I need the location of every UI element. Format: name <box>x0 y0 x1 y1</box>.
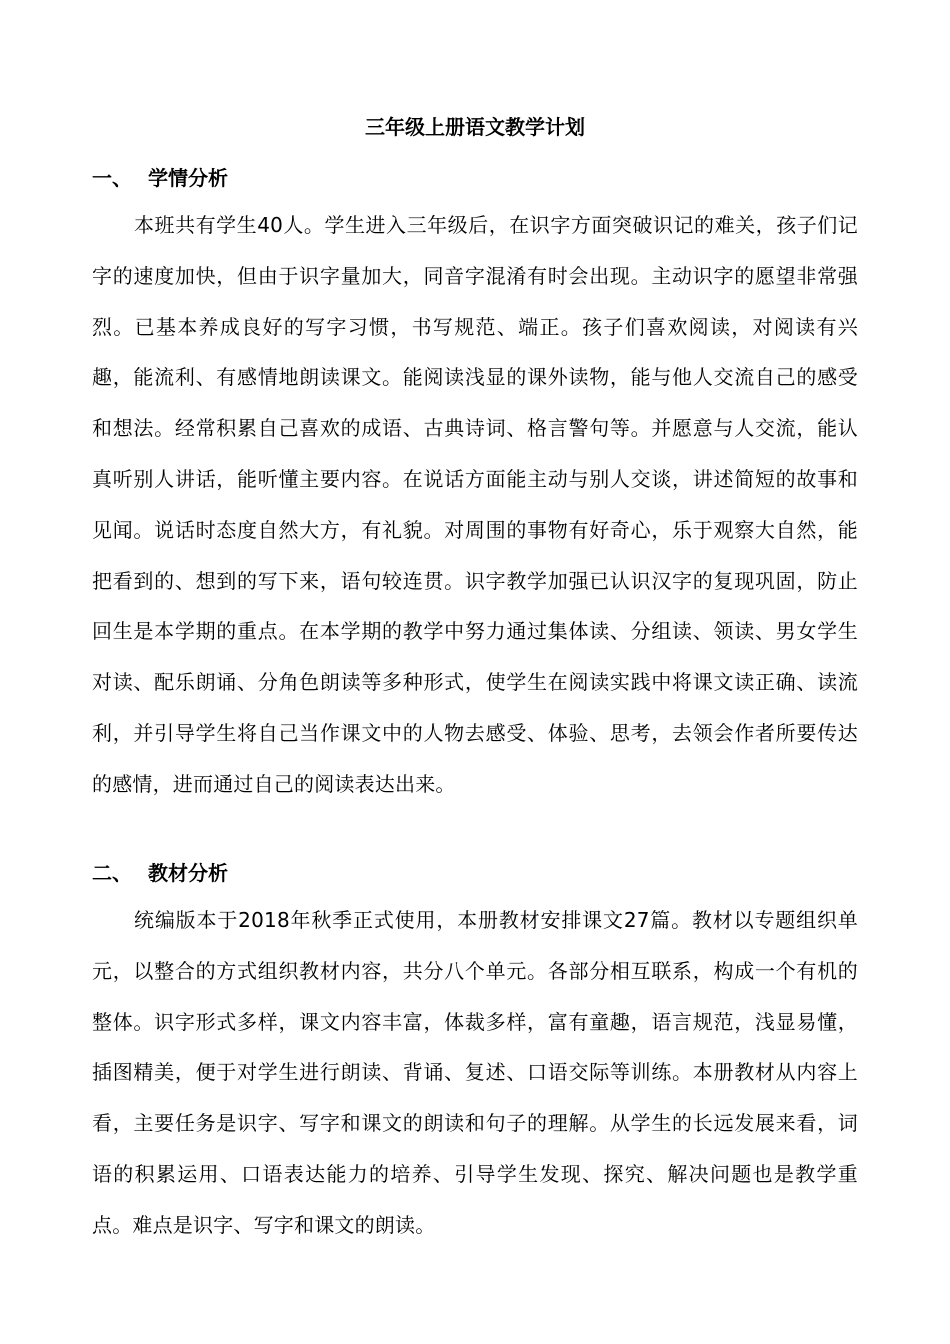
section-number: 二、 <box>92 861 132 885</box>
section-heading-2 <box>92 858 228 888</box>
section-paragraph-2: 统编版本于2018年秋季正式使用，本册教材安排课文27篇。教材以专题组织单元，以整合的方式组织教材内容，共分八个单元。各部分相互联系，构成一个有机的整体。识字形式多样，课文内容丰富，体裁多样，富有童趣，语言规范，浅显易懂，插图精美，便于对学生进行朗读、背诵、复述、口语交际等训练。本册教材从内容上看，主要任务是识字、写字和课文的朗读和句子的理解。从学生的长远发展来看，词语的积累运用、口语表达能力的培养、引导学生发现、探究、解决问题也是教学重点。难点是识字、写字和课文的朗读。 <box>92 908 858 1237</box>
section-heading-text: 学情分析 <box>148 166 228 190</box>
section-paragraph-1: 本班共有学生40人。学生进入三年级后，在识字方面突破识记的难关，孩子们记字的速度加快，但由于识字量加大，同音字混淆有时会出现。主动识字的愿望非常强烈。已基本养成良好的写字习惯，书写规范、端正。孩子们喜欢阅读，对阅读有兴趣，能流利、有感情地朗读课文。能阅读浅显的课外读物，能与他人交流自己的感受和想法。经常积累自己喜欢的成语、古典诗词、格言警句等。并愿意与人交流，能认真听别人讲话，能听懂主要内容。在说话方面能主动与别人交谈，讲述简短的故事和见闻。说话时态度自然大方，有礼貌。对周围的事物有好奇心，乐于观察大自然，能把看到的、想到的写下来，语句较连贯。识字教学加强已认识汉字的复现巩固，防止回生是本学期的重点。在本学期的教学中努力通过集体读、分组读、领读、男女学生对读、配乐朗诵、分角色朗读等多种形式，使学生在阅读实践中将课文读正确、读流利，并引导学生将自己当作课文中的人物去感受、体验、思考，去领会作者所要传达的感情，进而通过自己的阅读表达出来。 <box>92 213 858 796</box>
section-heading-1 <box>92 163 228 193</box>
document-title: 三年级上册语文教学计划 <box>365 115 585 139</box>
section-heading-text: 教材分析 <box>148 861 228 885</box>
section-number: 一、 <box>92 166 132 190</box>
